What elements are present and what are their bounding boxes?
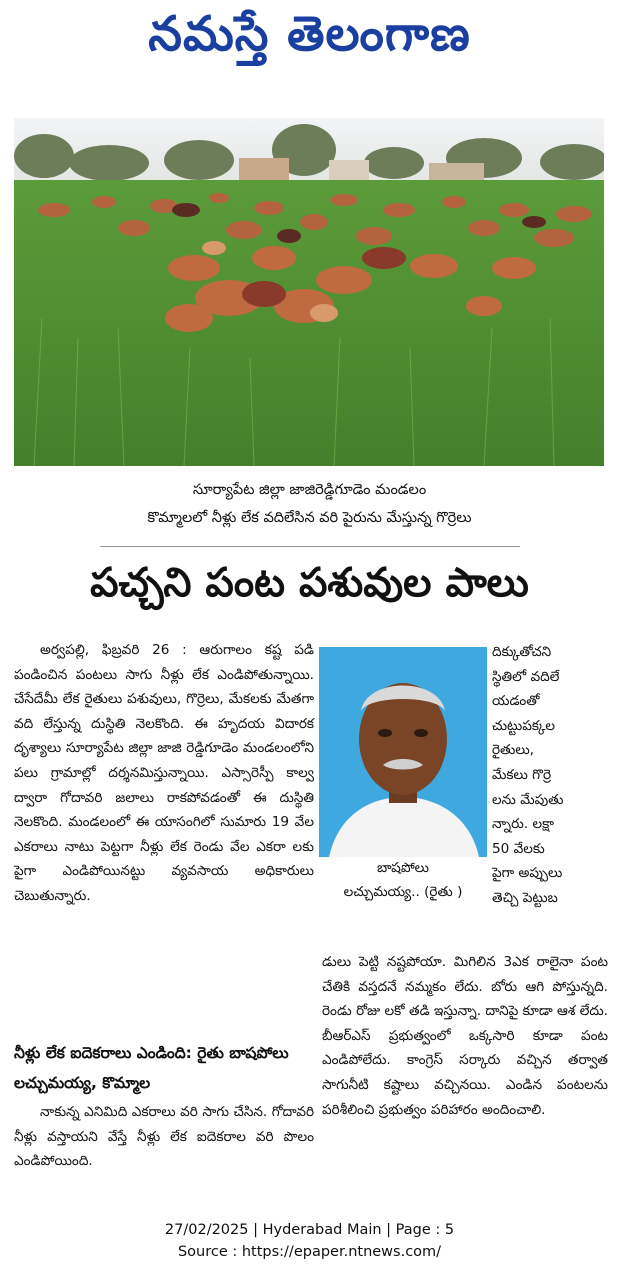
article-headline: పచ్చని పంట పశువుల పాలు <box>90 560 529 606</box>
col3-line: లను మేపుతు <box>492 791 564 808</box>
caption-divider <box>100 546 520 547</box>
col3-line: 50 వేలకు <box>492 840 545 857</box>
portrait-caption-line2: లచ్చుమయ్య.. (రైతు ) <box>343 884 463 900</box>
article-column-right-wide <box>322 950 608 1122</box>
col3-line: రైతులు, <box>492 742 535 759</box>
col3-line: చుట్టుపక్కల <box>492 717 555 734</box>
portrait-caption-line1: బాషపోలు <box>376 860 430 876</box>
col3-line: న్నారు. లక్షా <box>492 816 554 833</box>
article-subheading: నీళ్లు లేక ఐదెకరాలు ఎండింది: రైతు బాషపోలు లచ్చుమయ్య, కొమ్మాల <box>14 1044 289 1092</box>
article-column-left-bottom <box>14 1100 314 1174</box>
article-paragraph-3: డులు పెట్టి నష్టపోయా. మిగిలిన 3ఎక రాలైనా పంట చేతికి వస్తదనే నమ్మకం లేదు. బోరు ఆగి పోస్తున్నది. రెండు రోజు లకో తడి ఇస్తున్నా. దానిపై కూడా ఆశ లేదు. బీఆర్ఎస్ ప్రభుత్వంలో ఒక్కసారి కూడా పంట ఎండిపోలేదు. కాంగ్రెస్ సర్కారు వచ్చిన తర్వాత సాగునీటి కష్టాలు వచ్చినయి. ఎండిన పంటలను పరిశీలించి ప్రభుత్వం పరిహారం అందించాలి. <box>322 954 608 1118</box>
article-column-left <box>14 638 314 909</box>
photo-caption-line2: కొమ్మాలలో నీళ్లు లేక వదిలేసిన వరి పైరును మేస్తున్న గొర్రెలు <box>147 510 472 526</box>
footer-date-edition: 27/02/2025 | Hyderabad Main | Page : 5 <box>164 1222 455 1238</box>
news-photo <box>14 118 604 466</box>
col3-line: యడంతో <box>492 693 540 710</box>
col3-line: పైగా అప్పులు <box>492 865 563 882</box>
article-paragraph-2: నాకున్న ఎనిమిది ఎకరాలు వరి సాగు చేసిన. గోదావరి నీళ్లు వస్తాయని వేస్తే నీళ్లు లేక ఐదెకరాల వరి పొలం ఎండిపోయింది. <box>14 1104 314 1170</box>
col3-line: దిక్కుతోచని <box>492 644 552 660</box>
article-column-right-narrow <box>492 640 608 911</box>
farmer-portrait <box>319 647 487 857</box>
col3-line: మేకలు గొర్రె <box>492 766 552 783</box>
col3-line: స్థితిలో వదిలే <box>492 668 560 685</box>
footer-source: Source : https://epaper.ntnews.com/ <box>177 1244 442 1260</box>
masthead-title: నమస్తే తెలంగాణ <box>148 6 471 62</box>
article-paragraph-1: అర్వపల్లి, ఫిబ్రవరి 26 : ఆరుగాలం కష్ట పడి పండించిన పంటలు సాగు నీళ్లు లేక ఎండిపోతున్నాయి. చేసేదేమీ లేక రైతులు పశువులు, గొర్రెలు, మేకలకు మేతగా వది లేస్తున్న దుస్థితి నెలకొంది. ఈ హృదయ విదారక దృశ్యాలు సూర్యాపేట జిల్లా జాజి రెడ్డిగూడెం మండలంలోని పలు గ్రామాల్లో దర్శనమిస్తున్నాయి. ఎస్సారెస్పీ కాల్వ ద్వారా గోదావరి జలాలు రాకపోవడంతో ఈ దుస్థితి నెలకొంది. మండలంలో ఈ యాసంగిలో సుమారు 19 వేల ఎకరాలు నాటు పెట్టగా నీళ్లు లేక రెండు వేల ఎకరా లకు పైగా ఎండిపోయినట్టు వ్యవసాయ అధికారులు చెబుతున్నారు. <box>14 642 314 904</box>
portrait-caption <box>319 856 487 904</box>
photo-caption-line1: సూర్యాపేట జిల్లా జాజిరెడ్డిగూడెం మండలం <box>192 482 427 498</box>
col3-line: తెచ్చి పెట్టుబ <box>492 889 558 906</box>
